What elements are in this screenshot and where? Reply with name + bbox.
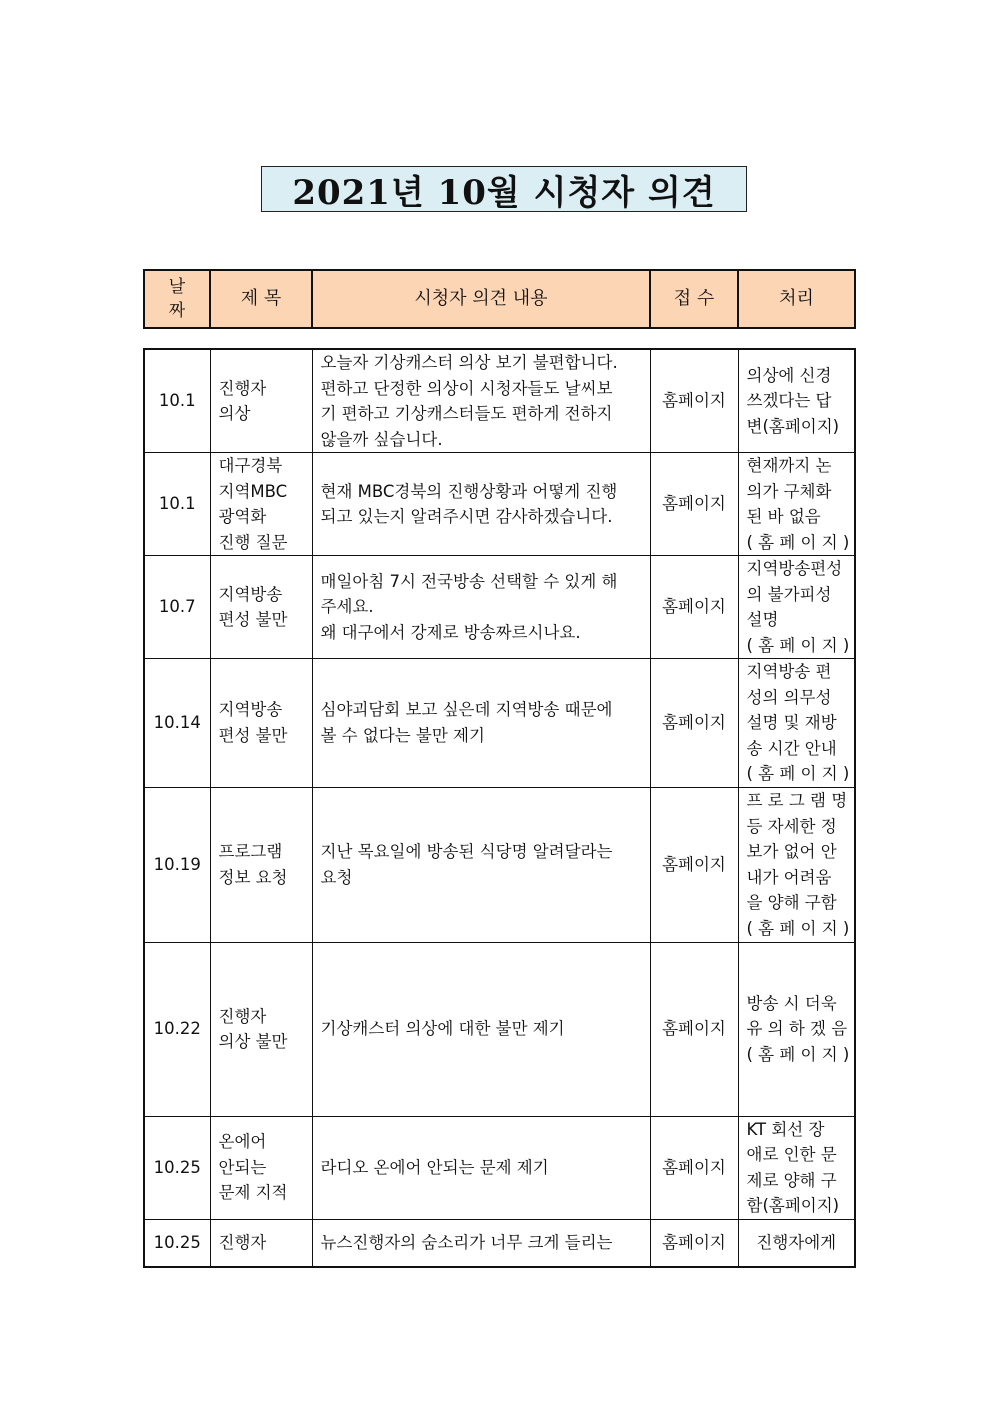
row-subject: 온에어 안되는 문제 지적	[210, 1116, 312, 1219]
row-received: 홈페이지	[650, 1219, 738, 1267]
row-received: 홈페이지	[650, 1116, 738, 1219]
row-received: 홈페이지	[650, 349, 738, 453]
table-row	[144, 1116, 855, 1219]
table-row	[144, 1219, 855, 1267]
table-row	[144, 556, 855, 659]
row-content: 오늘자 기상캐스터 의상 보기 불편합니다. 편하고 단정한 의상이 시청자들도 날씨보 기 편하고 기상캐스터들도 편하게 전하지 않을까 싶습니다.	[312, 349, 650, 453]
row-date: 10.7	[144, 556, 210, 659]
header-content: 시청자 의견 내용	[312, 270, 650, 328]
row-subject: 진행자 의상	[210, 349, 312, 453]
header-subject: 제 목	[210, 270, 312, 328]
row-date: 10.1	[144, 349, 210, 453]
row-date: 10.14	[144, 659, 210, 788]
row-subject: 지역방송 편성 불만	[210, 556, 312, 659]
row-content: 심야괴담회 보고 싶은데 지역방송 때문에 볼 수 없다는 불만 제기	[312, 659, 650, 788]
header-result: 처리	[738, 270, 855, 328]
row-result: 지역방송 편 성의 의무성 설명 및 재방 송 시간 안내 ( 홈 페 이 지 )	[738, 659, 855, 788]
row-content: 뉴스진행자의 숨소리가 너무 크게 들리는	[312, 1219, 650, 1267]
row-subject: 지역방송 편성 불만	[210, 659, 312, 788]
row-date: 10.22	[144, 942, 210, 1116]
table-row	[144, 659, 855, 788]
row-result: 지역방송편성 의 불가피성 설명 ( 홈 페 이 지 )	[738, 556, 855, 659]
row-received: 홈페이지	[650, 556, 738, 659]
row-received: 홈페이지	[650, 787, 738, 942]
row-date: 10.19	[144, 787, 210, 942]
row-subject: 프로그램 정보 요청	[210, 787, 312, 942]
row-subject: 진행자	[210, 1219, 312, 1267]
header-received: 접 수	[650, 270, 738, 328]
row-result: 의상에 신경 쓰겠다는 답 변(홈페이지)	[738, 349, 855, 453]
table-row	[144, 349, 855, 453]
row-content: 지난 목요일에 방송된 식당명 알려달라는 요청	[312, 787, 650, 942]
row-date: 10.25	[144, 1219, 210, 1267]
row-subject: 진행자 의상 불만	[210, 942, 312, 1116]
row-content: 기상캐스터 의상에 대한 불만 제기	[312, 942, 650, 1116]
row-subject: 대구경북 지역MBC 광역화 진행 질문	[210, 453, 312, 556]
row-result: 프 로 그 램 명 등 자세한 정 보가 없어 안 내가 어려움 을 양해 구함 ( 홈 페 이 지 )	[738, 787, 855, 942]
table-row	[144, 453, 855, 556]
row-result: 진행자에게	[738, 1219, 855, 1267]
row-received: 홈페이지	[650, 942, 738, 1116]
row-date: 10.1	[144, 453, 210, 556]
row-result: 방송 시 더욱 유 의 하 겠 음 ( 홈 페 이 지 )	[738, 942, 855, 1116]
table-header	[143, 269, 856, 329]
row-content: 매일아침 7시 전국방송 선택할 수 있게 해 주세요. 왜 대구에서 강제로 방송짜르시나요.	[312, 556, 650, 659]
row-received: 홈페이지	[650, 453, 738, 556]
row-received: 홈페이지	[650, 659, 738, 788]
page-title: 2021년 10월 시청자 의견	[261, 166, 747, 212]
table-row	[144, 942, 855, 1116]
header-date: 날 짜	[144, 270, 210, 328]
row-result: 현재까지 논 의가 구체화 된 바 없음 ( 홈 페 이 지 )	[738, 453, 855, 556]
row-content: 라디오 온에어 안되는 문제 제기	[312, 1116, 650, 1219]
row-date: 10.25	[144, 1116, 210, 1219]
table-row	[144, 787, 855, 942]
row-content: 현재 MBC경북의 진행상황과 어떻게 진행 되고 있는지 알려주시면 감사하겠습니다.	[312, 453, 650, 556]
opinion-table	[143, 348, 856, 1268]
row-result: KT 회선 장 애로 인한 문 제로 양해 구 함(홈페이지)	[738, 1116, 855, 1219]
